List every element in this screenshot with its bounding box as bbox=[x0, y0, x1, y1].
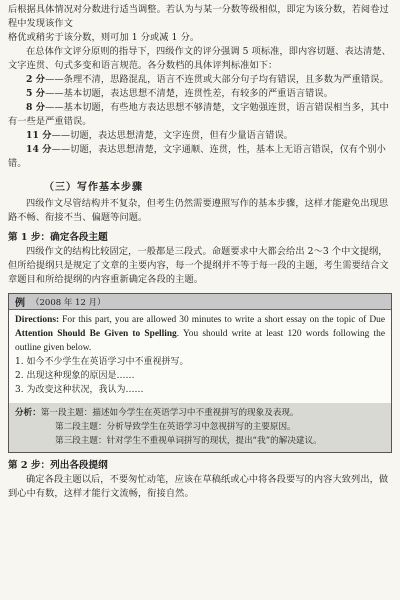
grade-8-label: 8 分 bbox=[26, 102, 46, 113]
analysis-row-2 bbox=[15, 420, 385, 434]
analysis-paragraph-1: 第一段主题：描述如今学生在英语学习中不重视拼写的现象及表现。 bbox=[40, 408, 299, 418]
section-3-paragraph: 四级作文尽管结构并不复杂，但考生仍然需要遵照写作的基本步骤，这样才能避免出现思路不畅、衔接不当、偏题等问题。 bbox=[8, 198, 389, 223]
example-date: （2008 年 12 月） bbox=[31, 297, 106, 308]
outline-item-2: 2. 出现这种现象的原因是…… bbox=[15, 371, 135, 381]
analysis-label: 分析： bbox=[15, 408, 41, 418]
analysis-row-3 bbox=[15, 434, 385, 448]
directions-paragraph bbox=[15, 313, 385, 355]
analysis-box bbox=[9, 403, 391, 452]
example-body bbox=[9, 310, 391, 400]
step-1-heading: 第 1 步：确定各段主题 bbox=[8, 232, 108, 243]
grade-2-text: ——条理不清，思路混乱，语言不连贯或大部分句子均有错误，且多数为严重错误。 bbox=[45, 74, 389, 85]
directions-label: Directions: bbox=[15, 315, 60, 325]
analysis-paragraph-2: 第二段主题：分析导致学生在英语学习中忽视拼写的主要原因。 bbox=[55, 422, 296, 432]
grade-11-label: 11 分 bbox=[26, 130, 52, 141]
example-box bbox=[8, 293, 392, 453]
directions-text-1: For this part, you are allowed 30 minutes to write a short essay on the topic of Due bbox=[59, 315, 385, 325]
step-2-heading: 第 2 步：列出各段提纲 bbox=[8, 460, 108, 471]
essay-topic: Attention Should Be Given to Spelling bbox=[15, 329, 177, 339]
example-header bbox=[9, 294, 391, 310]
grade-2-criteria bbox=[8, 73, 392, 87]
grade-5-label: 5 分 bbox=[26, 88, 46, 99]
grade-8-criteria bbox=[8, 101, 392, 129]
grade-5-criteria bbox=[8, 87, 392, 101]
grade-5-text: ——基本切题，表达思想不清楚，连贯性差，有较多的严重语言错误。 bbox=[45, 88, 334, 99]
outline-item-3: 3. 为改变这种状况，我认为…… bbox=[15, 385, 144, 395]
grade-11-criteria bbox=[8, 129, 392, 143]
analysis-row-1 bbox=[15, 406, 385, 420]
step-2-paragraph: 确定各段主题以后，不要匆忙动笔，应该在草稿纸或心中将各段要写的内容大致列出，做到心中有数，这样才能行文流畅，衔接自然。 bbox=[8, 474, 389, 499]
grade-2-label: 2 分 bbox=[26, 74, 46, 85]
grade-11-text: ——切题，表达思想清楚，文字连贯，但有少量语言错误。 bbox=[51, 130, 294, 141]
intro-paragraph-2: 在总体作文评分原则的指导下，四级作文的评分强调 5 项标准，即内容切题、表达清楚、文字连贯、句式多变和语言规范。各分数档的具体评判标准如下： bbox=[8, 46, 391, 71]
section-3-heading: （三）写作基本步骤 bbox=[44, 182, 143, 193]
outline-item-1: 1. 如今不少学生在英语学习中不重视拼写。 bbox=[15, 357, 189, 367]
intro-line-1: 后根据具体情况对分数进行适当调整。若认为与某一分数等级相似，即定为该分数，若阅卷过程中发现该作文 bbox=[8, 4, 389, 29]
grade-14-text: ——切题，表达思想清楚，文字通顺、连贯，性，基本上无语言错误，仅有个别小错。 bbox=[8, 144, 386, 169]
example-tag: 例 bbox=[15, 298, 25, 309]
grade-8-text: ——基本切题，有些地方表达思想不够清楚，文字勉强连贯，语言错误相当多，其中有一些是严重错误。 bbox=[8, 102, 389, 127]
step-1-paragraph: 四级作文的结构比较固定，一般都是三段式。命题要求中大都会给出 2～3 个中文提纲，但所给提纲只是规定了文章的主要内容，每一个提纲并不等于每一段的主题，考生需要结合文章题目和所给提纲的内容重新确定各段的主题。 bbox=[8, 246, 389, 285]
grade-14-label: 14 分 bbox=[26, 144, 52, 155]
intro-line-2: 格优或稍劣于该分数，则可加 1 分或减 1 分。 bbox=[8, 32, 200, 43]
analysis-paragraph-3: 第三段主题：针对学生不重视单词拼写的现状，提出“我”的解决建议。 bbox=[55, 436, 322, 446]
grade-14-criteria bbox=[8, 143, 392, 171]
directions-text-2: . You should write at least 120 words following the outline given below. bbox=[15, 329, 385, 353]
